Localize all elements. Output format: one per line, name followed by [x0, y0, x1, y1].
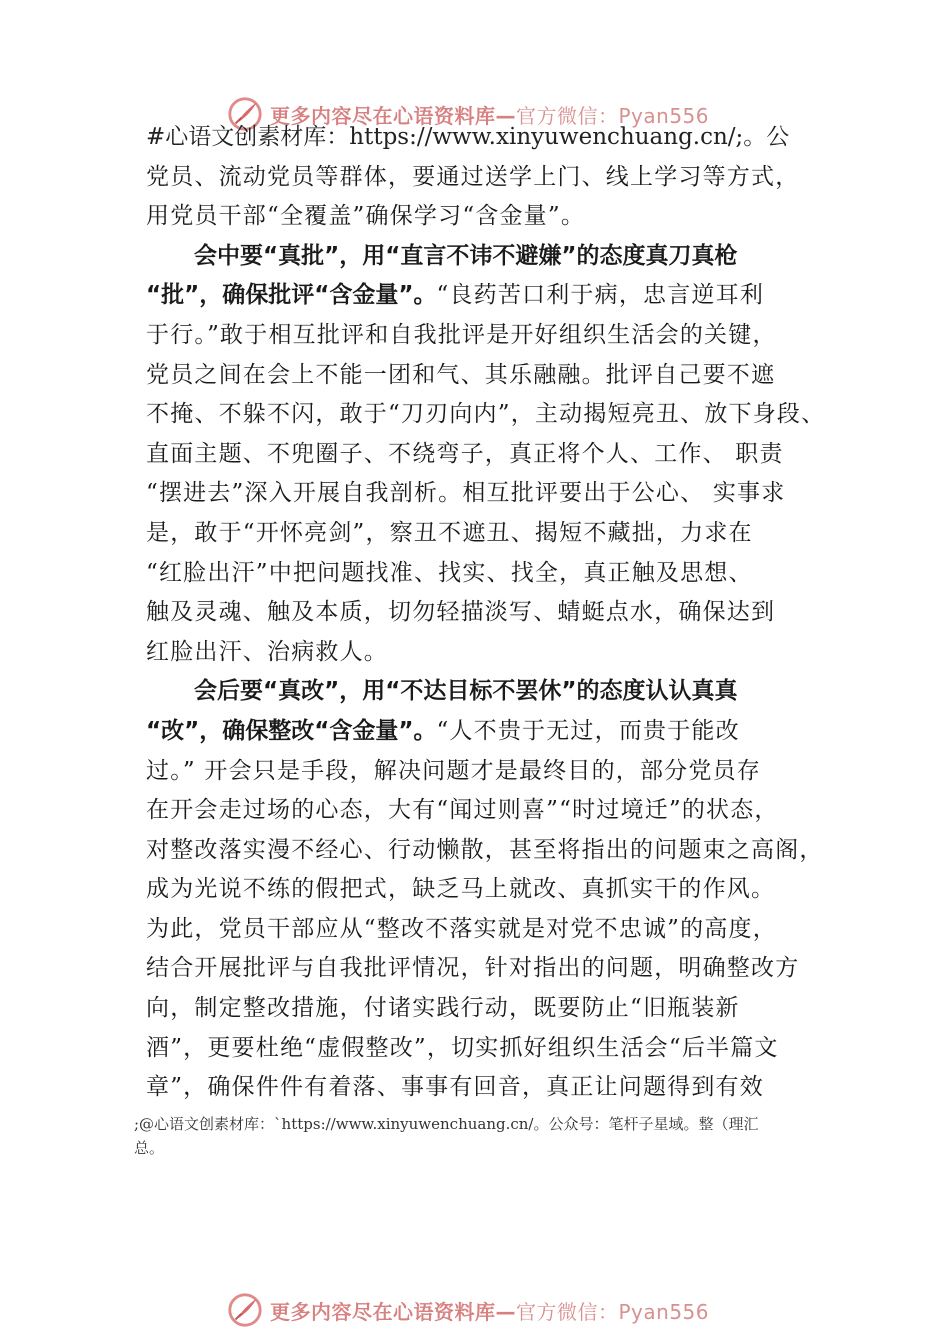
text-line: 章”，确保件件有着落、事事有回音，真正让问题得到有效 [146, 1074, 764, 1101]
banner-wechat: 官方微信：Pyan556 [516, 103, 710, 128]
text-line: 红脸出汗、治病救人。 [146, 638, 388, 665]
text-line: 于行。”敢于相互批评和自我批评是开好组织生活会的关键， [146, 321, 777, 348]
text-line: 成为光说不练的假把式，缺乏马上就改、真抓实干的作风。 [146, 876, 776, 903]
bottom-watermark-banner [226, 1290, 709, 1330]
quill-logo-icon [226, 1291, 264, 1329]
text-line: 是，敢于“开怀亮剑”，察丑不遮丑、揭短不藏拙，力求在 [146, 519, 753, 546]
text-line: 为此，党员干部应从“整改不落实就是对党不忠诚”的高度， [146, 915, 777, 942]
banner-text: 更多内容尽在心语资料库—官方微信：Pyan556 [270, 1299, 710, 1324]
text-line: “红脸出汗”中把问题找准、找实、找全，真正触及思想、 [146, 559, 753, 586]
footer-note-line: ;@心语文创素材库：`https://www.xinyuwenchuang.cn/。公众号：笔杆子星域。整（理汇 [134, 1115, 759, 1133]
document-body [146, 118, 836, 1108]
text-line: 用党员干部“全覆盖”确保学习“含金量”。 [146, 203, 586, 230]
section-heading: 会后要“真改”，用“不达目标不罢休”的态度认认真真 [194, 678, 738, 705]
section-heading: 会中要“真批”，用“直言不讳不避嫌”的态度真刀真枪 [194, 242, 738, 269]
text-line: 党员、流动党员等群体，要通过送学上门、线上学习等方式， [146, 163, 800, 190]
text-line: 向，制定整改措施，付诸实践行动，既要防止“旧瓶装新 [146, 995, 740, 1022]
text-line: 党员之间在会上不能一团和气、其乐融融。批评自己要不遮 [146, 361, 776, 388]
section-heading-cont: “批”，确保批评“含金量”。 [146, 282, 437, 309]
text-line [146, 712, 836, 752]
text-line: 在开会走过场的心态，大有“闻过则喜”“时过境迁”的状态， [146, 797, 779, 824]
text-line: 触及灵魂、触及本质，切勿轻描淡写、蜻蜓点水，确保达到 [146, 599, 776, 626]
text-line: 酒”，更要杜绝“虚假整改”，切实抓好组织生活会“后半篇文 [146, 1034, 779, 1061]
text-line: 直面主题、不兜圈子、不绕弯子，真正将个人、工作、 职责 [146, 440, 784, 467]
text-span: “良药苦口利于病，忠言逆耳利 [436, 282, 765, 309]
text-line: 结合开展批评与自我批评情况，针对指出的问题，明确整改方 [146, 955, 800, 982]
text-line: 过。” 开会只是手段，解决问题才是最终目的，部分党员存 [146, 757, 761, 784]
text-line: #心语文创素材库：https://www.xinyuwenchuang.cn/;。公 [146, 124, 790, 150]
text-line: 不掩、不躲不闪，敢于“刀刃向内”，主动揭短亮丑、放下身段、 [146, 401, 826, 428]
section-heading-cont: “改”，确保整改“含金量”。 [146, 717, 437, 744]
banner-text: 更多内容尽在心语资料库—官方微信：Pyan556 [270, 103, 710, 128]
text-span: “人不贵于无过，而贵于能改 [436, 717, 740, 744]
text-line: 对整改落实漫不经心、行动懒散，甚至将指出的问题束之高阁， [146, 836, 824, 863]
footer-note-line: 总。 [134, 1139, 165, 1157]
banner-wechat: 官方微信：Pyan556 [516, 1299, 710, 1324]
footer-note [134, 1112, 834, 1160]
text-line: “摆进去”深入开展自我剖析。相互批评要出于公心、 实事求 [146, 480, 786, 507]
text-line [146, 276, 836, 316]
